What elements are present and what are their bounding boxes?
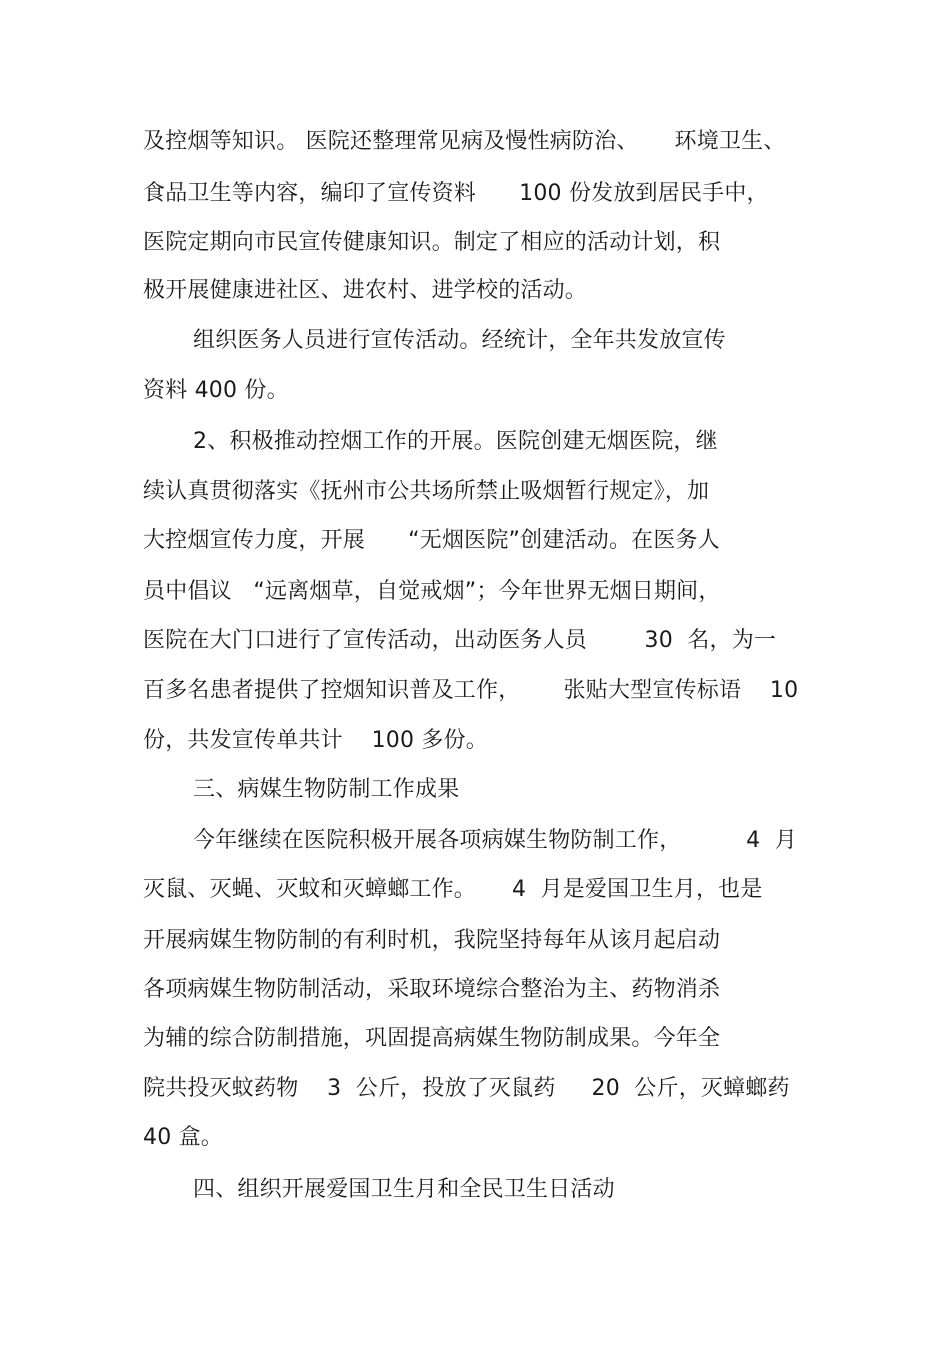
text-line: 资料 400 份。 — [143, 378, 289, 403]
text-line: 员中倡议 “远离烟草，自觉戒烟”；今年世界无烟日期间， — [143, 579, 721, 604]
section-heading: 三、病媒生物防制工作成果 — [193, 777, 460, 802]
paragraph-start-line: 组织医务人员进行宣传活动。经统计，全年共发放宣传 — [193, 328, 726, 353]
text-line: 院共投灭蚊药物 3 公斤，投放了灭鼠药 20 公斤，灭蟑螂药 — [143, 1076, 790, 1101]
text-line: 为辅的综合防制措施，巩固提高病媒生物防制成果。今年全 — [143, 1026, 721, 1051]
text-line: 百多名患者提供了控烟知识普及工作， 张贴大型宣传标语 10 — [143, 678, 799, 703]
section-heading: 四、组织开展爱国卫生月和全民卫生日活动 — [193, 1177, 615, 1202]
text-line: 及控烟等知识。 医院还整理常见病及慢性病防治、 环境卫生、 — [143, 129, 786, 154]
paragraph-start-line: 2、积极推动控烟工作的开展。医院创建无烟医院，继 — [193, 429, 718, 454]
text-line: 份，共发宣传单共计 100 多份。 — [143, 728, 488, 753]
text-line: 大控烟宣传力度，开展 “无烟医院”创建活动。在医务人 — [143, 528, 720, 553]
text-line: 灭鼠、灭蝇、灭蚊和灭蟑螂工作。 4 月是爱国卫生月，也是 — [143, 877, 763, 902]
text-line: 各项病媒生物防制活动，采取环境综合整治为主、药物消杀 — [143, 977, 721, 1002]
text-line: 食品卫生等内容，编印了宣传资料 100 份发放到居民手中， — [143, 181, 769, 206]
text-line: 医院定期向市民宣传健康知识。制定了相应的活动计划，积 — [143, 230, 721, 255]
text-line: 极开展健康进社区、进农村、进学校的活动。 — [143, 278, 588, 303]
paragraph-start-line: 今年继续在医院积极开展各项病媒生物防制工作， 4 月 — [193, 828, 797, 853]
text-line: 40 盒。 — [143, 1125, 223, 1150]
text-line: 开展病媒生物防制的有利时机，我院坚持每年从该月起启动 — [143, 928, 721, 953]
text-line: 续认真贯彻落实《抚州市公共场所禁止吸烟暂行规定》，加 — [143, 479, 710, 504]
text-line: 医院在大门口进行了宣传活动，出动医务人员 30 名，为一 — [143, 628, 777, 653]
